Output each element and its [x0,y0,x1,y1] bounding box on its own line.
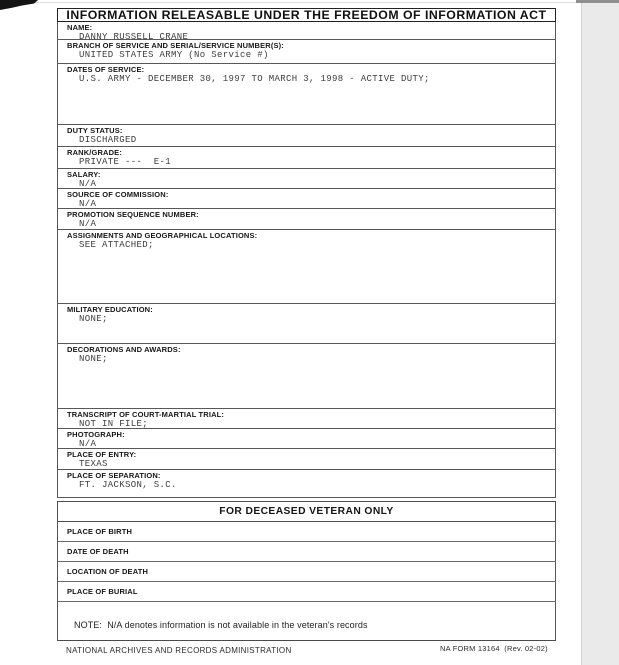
form-title: INFORMATION RELEASABLE UNDER THE FREEDOM OF INFORMATION ACT [57,8,556,22]
scan-top-right-strip [576,0,619,3]
field-value: N/A [79,179,97,189]
deceased-field-location-of-death [57,562,556,582]
field-row-place-of-entry [57,449,556,470]
field-value: NONE; [79,314,108,324]
foia-form [57,8,556,641]
deceased-section-header: FOR DECEASED VETERAN ONLY [57,501,556,522]
field-label: DATE OF DEATH [67,546,129,556]
scan-corner-artifact [0,0,38,10]
scan-background-right [582,0,619,665]
field-label: MILITARY EDUCATION: [67,305,153,314]
field-label: BRANCH OF SERVICE AND SERIAL/SERVICE NUMBER(S): [67,41,284,50]
field-row-branch-of-service [57,40,556,64]
field-label: PLACE OF SEPARATION: [67,471,161,480]
field-value: N/A [79,219,97,229]
field-label: DUTY STATUS: [67,126,123,135]
field-value: TEXAS [79,459,108,469]
field-label: SOURCE OF COMMISSION: [67,190,169,199]
field-value: SEE ATTACHED; [79,240,154,250]
field-label: SALARY: [67,170,101,179]
field-value: NOT IN FILE; [79,419,149,429]
scan-top-hairline [0,2,619,3]
field-label: TRANSCRIPT OF COURT-MARTIAL TRIAL: [67,410,225,419]
field-row-assignments-locations [57,230,556,304]
field-label: LOCATION OF DEATH [67,566,149,576]
field-label: PHOTOGRAPH: [67,430,125,439]
field-row-military-education [57,304,556,344]
field-label: PLACE OF BURIAL [67,586,138,596]
deceased-field-place-of-birth [57,522,556,542]
field-row-duty-status [57,125,556,147]
field-label: PROMOTION SEQUENCE NUMBER: [67,210,199,219]
footer-form-number: NA FORM 13164 (Rev. 02-02) [440,644,548,653]
field-value: DISCHARGED [79,135,137,145]
field-row-promotion-sequence-number [57,209,556,230]
page-edge-line [581,0,582,665]
field-row-source-of-commission [57,189,556,209]
field-label: DECORATIONS AND AWARDS: [67,345,181,354]
field-row-salary [57,169,556,189]
field-row-place-of-separation [57,470,556,498]
field-value: DANNY RUSSELL CRANE [79,32,189,42]
field-row-photograph [57,429,556,449]
field-value: U.S. ARMY - DECEMBER 30, 1997 TO MARCH 3, 1998 - ACTIVE DUTY; [79,74,430,84]
field-label: DATES OF SERVICE: [67,65,145,74]
field-row-name [57,22,556,40]
field-label: ASSIGNMENTS AND GEOGRAPHICAL LOCATIONS: [67,231,258,240]
field-label: RANK/GRADE: [67,148,122,157]
field-row-court-martial-transcript [57,409,556,429]
field-value: FT. JACKSON, S.C. [79,480,177,490]
field-row-decorations-awards [57,344,556,409]
field-label: PLACE OF ENTRY: [67,450,137,459]
deceased-field-place-of-burial [57,582,556,602]
field-value: UNITED STATES ARMY (No Service #) [79,50,269,60]
field-row-rank-grade [57,147,556,169]
deceased-field-date-of-death [57,542,556,562]
field-value: PRIVATE --- E-1 [79,157,172,167]
field-value: N/A [79,199,97,209]
blank-row [57,602,556,610]
field-value: N/A [79,439,97,449]
field-value: NONE; [79,354,108,364]
note-row [57,610,556,641]
footer-agency: NATIONAL ARCHIVES AND RECORDS ADMINISTRATION [66,646,292,655]
field-row-dates-of-service [57,64,556,125]
field-label: PLACE OF BIRTH [67,526,133,536]
field-label: NAME: [67,23,93,32]
note-text: NOTE: N/A denotes information is not available in the veteran's records [74,620,368,630]
